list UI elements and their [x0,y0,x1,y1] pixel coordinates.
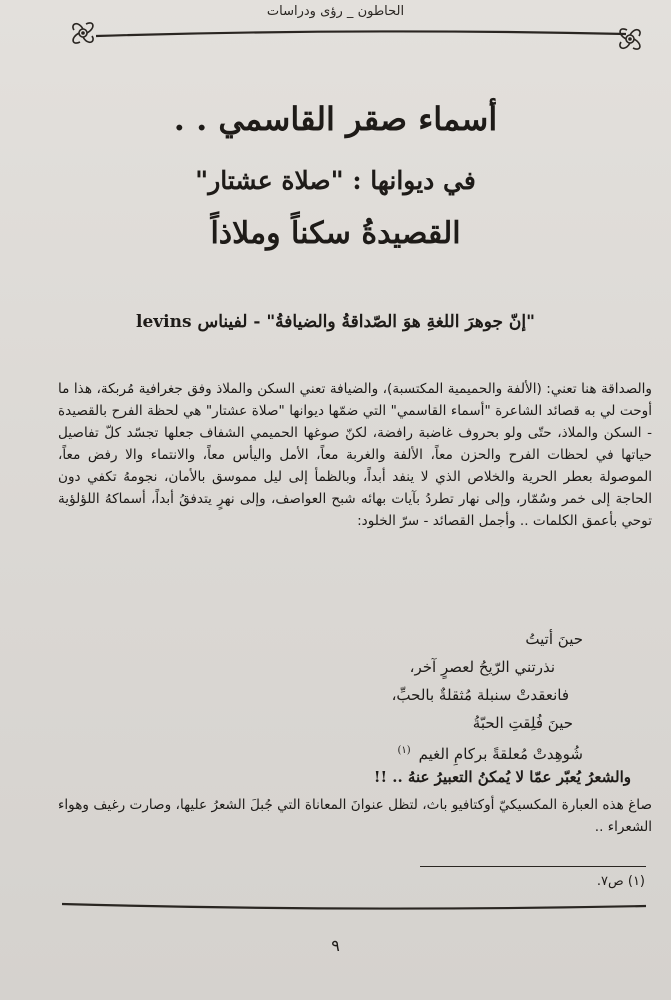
header-rule [96,30,626,40]
footnote: (١) ص٧. [596,874,645,889]
chapter-subheading: القصيدةُ سكناً وملاذاً [210,216,461,251]
poem-line [223,737,583,768]
footnote-reference: (١) [397,745,411,756]
closing-paragraph: صاغ هذه العبارة المكسيكيّ أوكتافيو باث، لتظل عنوانَ المعاناة التي جُبلَ الشعرُ عليها، وصارت رغيف وهواء الشعراء .. [58,797,652,835]
floral-ornament-icon [66,16,100,50]
paragraph-text: والصداقة هنا تعني: (الألفة والحميمية المكتسبة)، والضيافة تعني السكن والملاذ وفق جغرافية مُربكة، هذا ما أوحت لي به قصائد الشاعرة "أسماء القاسمي" التي ضمّها ديوانها "صلاة عشتار" هي لحظة الفرح بالقصيدة - السكن والملاذ، حتّى ولو بحروف غاضبة رافضة، لكنّ صوغها الحميمي الشفاف جعلها تجسّد كلّ تفاصيل حياتها في لحظات الفرح والحزن معاً، الألفة والغربة معاً، الأمل واليأس معاً، والانتماء والا رفض معاً، الموصولة بعطر الحرية والخلاص الذي لا ينفد أبداً، وبالظمأ إلى ليل مموسق بالأمان، نجومهُ تكفي دون الحاجة إلى خمر وسُمّار، وإلى نهار تطردُ بآيات بهائه شبح العواصف، وإلى نهرٍ يتدفقُ أبداً، أسماكهُ اللؤلؤية توحي بأعمق الكلمات .. وأجمل القصائد - سرّ الخلود: [58,381,652,529]
epigraph-quote: "إنّ جوهرَ اللغةِ هوَ الصّداقةُ والضيافةُ" - لفيناس levins [135,312,535,332]
running-head: الحاطون _ رؤى ودراسات [266,4,405,19]
poem-line: نذرتني الرّيحُ لعصرٍ آخر، [409,658,555,676]
page-number: ٩ [331,936,340,955]
chapter-subtitle: في ديوانها : "صلاة عشتار" [195,166,476,195]
poem-line: فانعقدتْ سنبلة مُثقلةٌ بالحبِّ، [391,686,569,704]
poetry-statement: والشعرُ يُعبّر عمّا لا يُمكنُ التعبيرُ عنهُ .. !! [373,768,631,786]
poem-line-text: شُوهِدتْ مُعلقةً بركامِ الغيم [418,745,583,763]
footnote-rule [420,866,646,867]
poem-excerpt [223,625,583,768]
poem-line: حينَ فُلِقتِ الحبّةُ [472,714,573,732]
body-paragraph [58,378,652,532]
poem-line: حينَ أتيتُ [525,630,583,648]
chapter-title: أسماء صقر القاسمي . . [173,100,498,138]
bottom-rule [62,900,646,912]
